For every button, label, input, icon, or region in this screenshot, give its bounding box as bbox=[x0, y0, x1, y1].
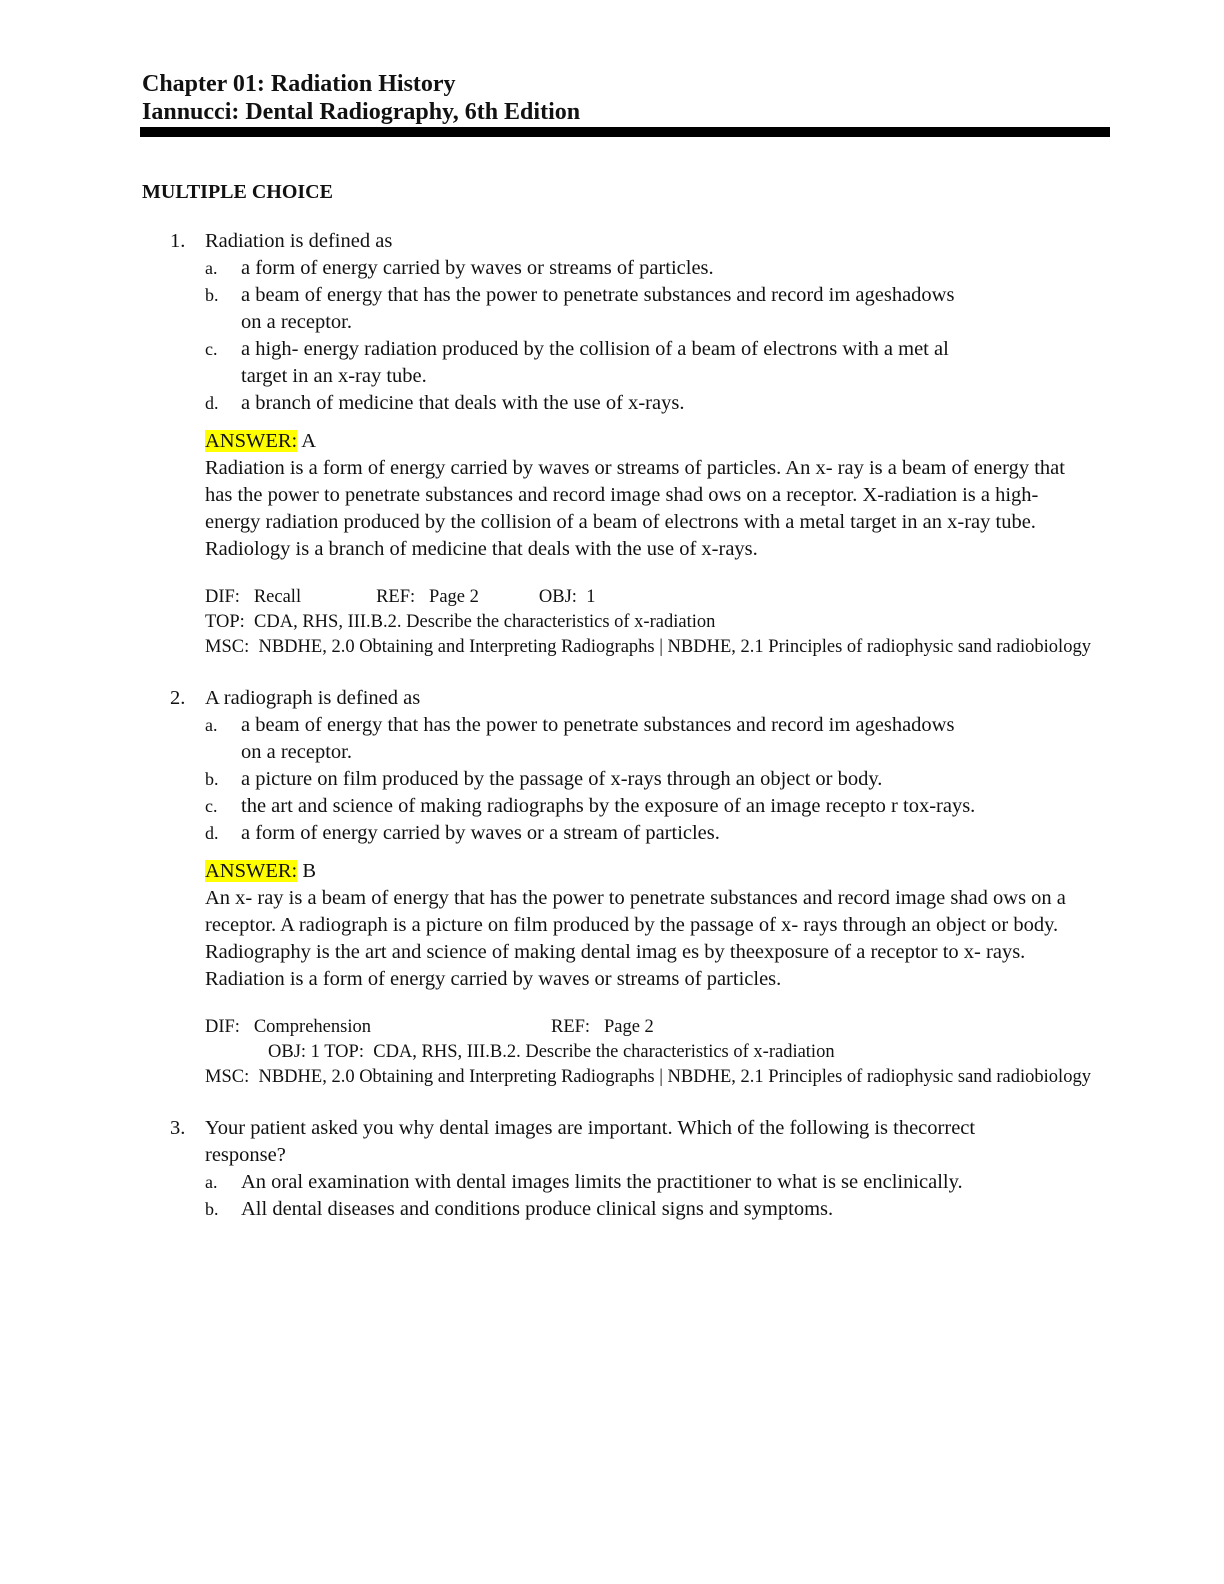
option-text: a branch of medicine that deals with the use of x-rays. bbox=[241, 392, 685, 414]
answer-value: A bbox=[301, 430, 317, 452]
ref-label: REF: bbox=[550, 1017, 591, 1037]
question-number: 2. bbox=[170, 687, 186, 709]
answer-block bbox=[205, 858, 1095, 993]
option-a bbox=[0, 255, 1224, 282]
obj-value: 1 bbox=[310, 1042, 320, 1062]
section-title: MULTIPLE CHOICE bbox=[142, 181, 333, 203]
question-metadata bbox=[205, 585, 1125, 660]
option-text: a picture on film produced by the passage of x-rays through an object or body. bbox=[241, 768, 883, 790]
option-letter: b. bbox=[205, 769, 219, 789]
option-text: An oral examination with dental images limits the practitioner to what is se enclinically. bbox=[241, 1171, 963, 1193]
option-d bbox=[0, 820, 1224, 847]
answer-value: B bbox=[302, 860, 317, 882]
option-b bbox=[0, 282, 1224, 336]
option-letter: a. bbox=[205, 1172, 218, 1192]
dif-value: Comprehension bbox=[253, 1017, 371, 1037]
option-letter: a. bbox=[205, 258, 218, 278]
option-a bbox=[0, 1169, 1224, 1196]
msc-value: NBDHE, 2.0 Obtaining and Interpreting Radiographs | NBDHE, 2.1 Principles of radiophysic sand radiobiology bbox=[258, 1067, 1091, 1087]
top-label: TOP: bbox=[205, 612, 245, 632]
options-list bbox=[0, 1169, 1224, 1223]
question-3 bbox=[0, 1115, 1224, 1223]
top-label: TOP: bbox=[324, 1042, 364, 1062]
ref-value: Page 2 bbox=[429, 587, 479, 607]
option-c bbox=[0, 336, 1224, 390]
answer-rationale: An x- ray is a beam of energy that has the power to penetrate substances and record image shad ows on a receptor. A radiograph is a picture on film produced by the passage of x- rays through an object or body. Radiography is the art and science of making dental imag es by theexposure of a receptor to x- rays. Radiation is a form of energy carried by waves or streams of particles. bbox=[205, 887, 1066, 990]
ref-label: REF: bbox=[376, 587, 416, 607]
option-letter: c. bbox=[205, 796, 218, 816]
question-stem: Your patient asked you why dental images are important. Which of the following is thecorrect response? bbox=[205, 1117, 976, 1166]
top-value: CDA, RHS, III.B.2. Describe the characteristics of x-radiation bbox=[373, 1042, 835, 1062]
option-c bbox=[0, 793, 1224, 820]
dif-value: Recall bbox=[253, 587, 302, 607]
option-text: a form of energy carried by waves or a stream of particles. bbox=[241, 822, 720, 844]
option-letter: b. bbox=[205, 285, 219, 305]
document-header bbox=[142, 70, 1110, 126]
question-1 bbox=[0, 228, 1224, 660]
question-metadata bbox=[205, 1015, 1125, 1090]
question-stem: A radiograph is defined as bbox=[205, 687, 421, 709]
option-b bbox=[0, 1196, 1224, 1223]
option-b bbox=[0, 766, 1224, 793]
option-text: a beam of energy that has the power to penetrate substances and record im ageshadows on a receptor. bbox=[241, 714, 955, 763]
option-letter: b. bbox=[205, 1199, 219, 1219]
dif-label: DIF: bbox=[205, 1017, 240, 1037]
options-list bbox=[0, 712, 1224, 847]
msc-label: MSC: bbox=[205, 1067, 250, 1087]
option-a bbox=[0, 712, 1224, 766]
option-text: a high- energy radiation produced by the collision of a beam of electrons with a met al target in an x-ray tube. bbox=[241, 338, 949, 387]
option-d bbox=[0, 390, 1224, 417]
obj-label: OBJ: bbox=[268, 1042, 307, 1062]
option-text: a beam of energy that has the power to penetrate substances and record im ageshadows on a receptor. bbox=[241, 284, 955, 333]
options-list bbox=[0, 255, 1224, 417]
question-2 bbox=[0, 685, 1224, 1090]
option-text: the art and science of making radiographs by the exposure of an image recepto r tox-rays. bbox=[241, 795, 976, 817]
header-rule bbox=[140, 127, 1110, 137]
questions-list bbox=[0, 228, 1224, 1223]
answer-block bbox=[205, 428, 1095, 563]
option-letter: a. bbox=[205, 715, 218, 735]
option-letter: c. bbox=[205, 339, 218, 359]
book-title: Iannucci: Dental Radiography, 6th Edition bbox=[142, 99, 581, 125]
option-letter: d. bbox=[205, 393, 219, 413]
answer-label: ANSWER: bbox=[205, 430, 298, 452]
chapter-title: Chapter 01: Radiation History bbox=[142, 71, 456, 97]
msc-label: MSC: bbox=[205, 637, 250, 657]
option-text: a form of energy carried by waves or streams of particles. bbox=[241, 257, 714, 279]
obj-value: 1 bbox=[586, 587, 596, 607]
answer-label: ANSWER: bbox=[205, 860, 298, 882]
answer-rationale: Radiation is a form of energy carried by waves or streams of particles. An x- ray is a beam of energy that has the power to penetrate substances and record image shad ows on a receptor. X-radiation is a high- energy radiation produced by the collision of a beam of electrons with a metal target in an x-ray tube. Radiology is a branch of medicine that deals with the use of x-rays. bbox=[205, 457, 1065, 560]
top-value: CDA, RHS, III.B.2. Describe the characteristics of x-radiation bbox=[254, 612, 716, 632]
ref-value: Page 2 bbox=[603, 1017, 654, 1037]
msc-value: NBDHE, 2.0 Obtaining and Interpreting Radiographs | NBDHE, 2.1 Principles of radiophysic sand radiobiology bbox=[258, 637, 1091, 657]
question-stem: Radiation is defined as bbox=[205, 230, 393, 252]
question-number: 3. bbox=[170, 1117, 186, 1139]
dif-label: DIF: bbox=[205, 587, 240, 607]
question-number: 1. bbox=[170, 230, 186, 252]
option-text: All dental diseases and conditions produce clinical signs and symptoms. bbox=[241, 1198, 834, 1220]
obj-label: OBJ: bbox=[538, 587, 577, 607]
option-letter: d. bbox=[205, 823, 219, 843]
